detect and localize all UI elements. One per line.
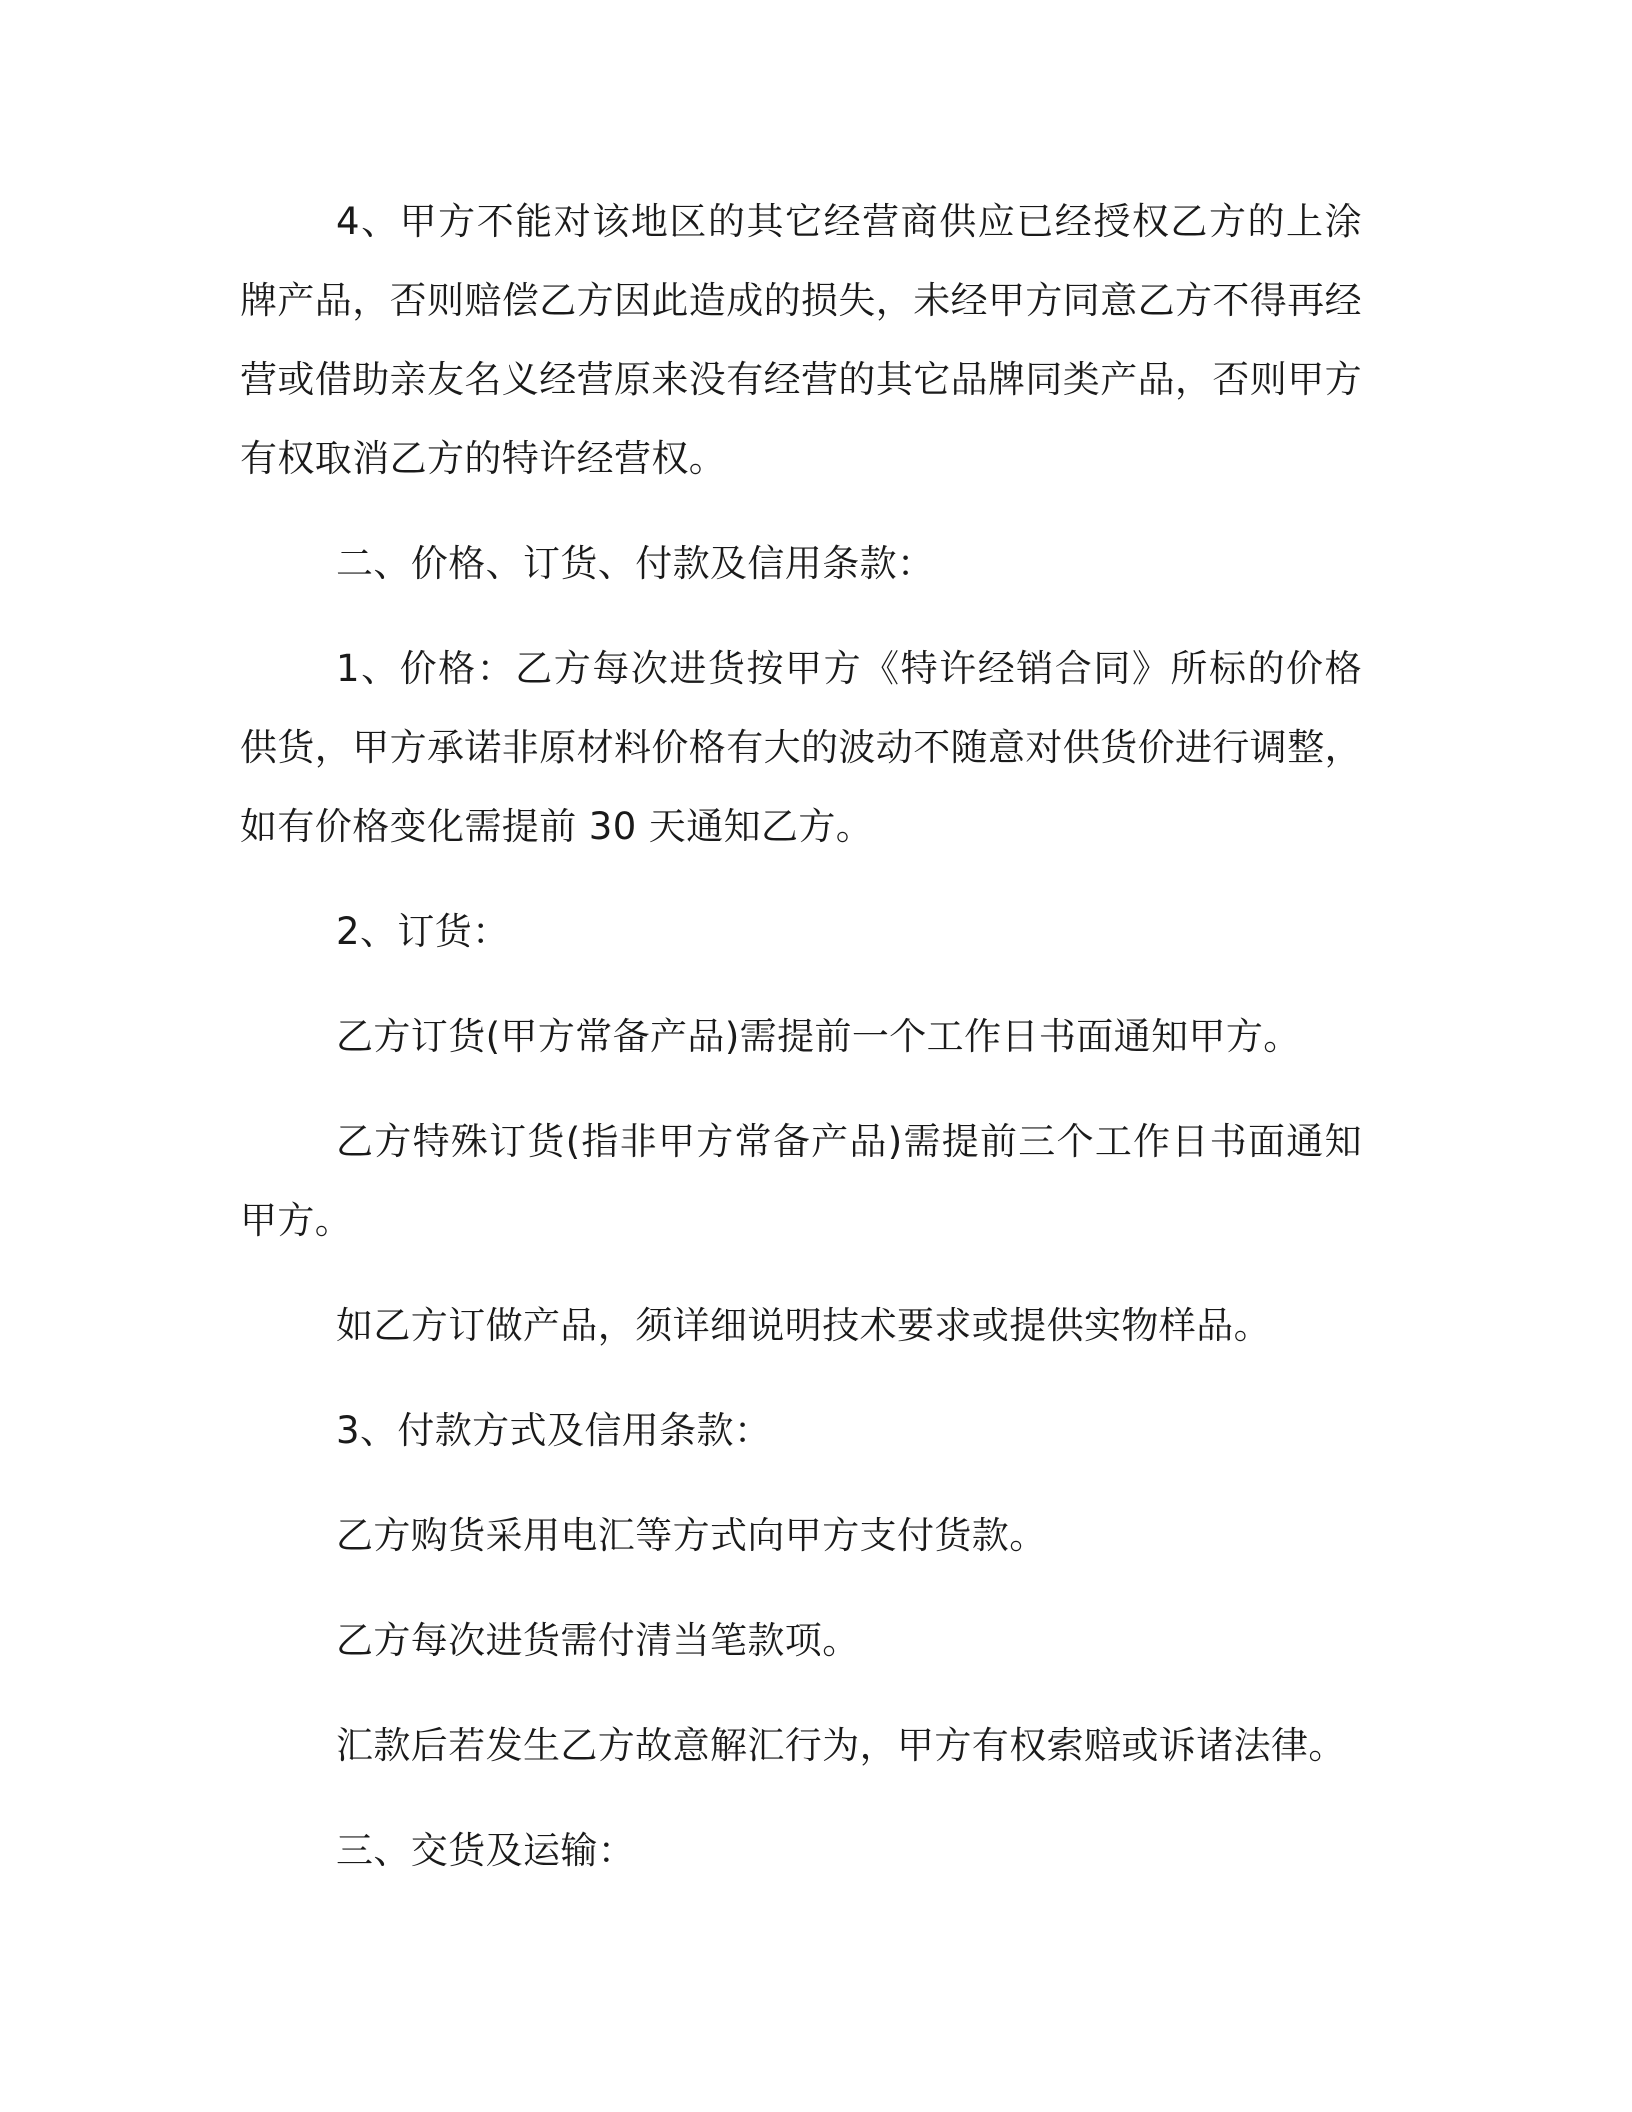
paragraph-payment-settle: 乙方每次进货需付清当笔款项。 (336, 1619, 860, 1662)
paragraph-payment-dispute: 汇款后若发生乙方故意解汇行为，甲方有权索赔或诉诸法律。 (336, 1724, 1346, 1767)
paragraph-order-standard: 乙方订货(甲方常备产品)需提前一个工作日书面通知甲方。 (336, 1015, 1301, 1058)
document-body (240, 182, 1362, 1916)
paragraph-order-custom: 如乙方订做产品，须详细说明技术要求或提供实物样品。 (336, 1304, 1271, 1347)
paragraph-price: 1、价格：乙方每次进货按甲方《特许经销合同》所标的价格供货，甲方承诺非原材料价格有大的波动不随意对供货价进行调整，如有价格变化需提前 30 天通知乙方。 (240, 647, 1362, 848)
section-heading-price-order-payment: 二、价格、订货、付款及信用条款： (336, 542, 935, 585)
paragraph-payment-method: 乙方购货采用电汇等方式向甲方支付货款。 (336, 1514, 1047, 1557)
subheading-payment: 3、付款方式及信用条款： (336, 1409, 772, 1452)
paragraph-order-special: 乙方特殊订货(指非甲方常备产品)需提前三个工作日书面通知甲方。 (240, 1120, 1362, 1242)
section-heading-delivery: 三、交货及运输： (336, 1829, 636, 1872)
subheading-order: 2、订货： (336, 910, 510, 953)
paragraph-clause-4: 4、甲方不能对该地区的其它经营商供应已经授权乙方的上涂牌产品，否则赔偿乙方因此造成的损失，未经甲方同意乙方不得再经营或借助亲友名义经营原来没有经营的其它品牌同类产品，否则甲方有权取消乙方的特许经营权。 (240, 200, 1362, 480)
